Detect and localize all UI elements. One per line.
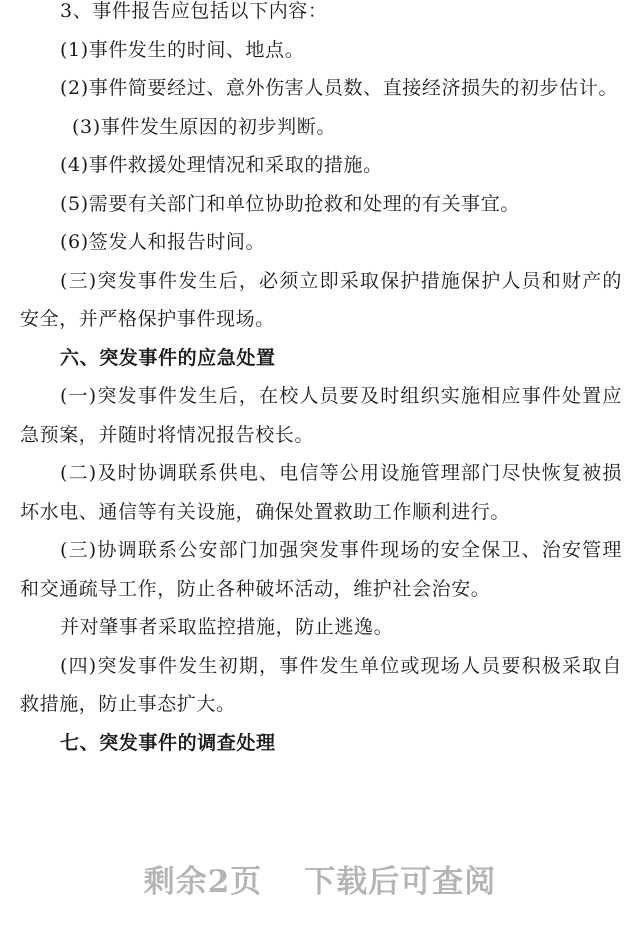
paragraph-item-3: (3)事件发生原因的初步判断。 [72, 115, 336, 138]
paragraph-emergency-2: (二)及时协调联系供电、电信等公用设施管理部门尽快恢复被损坏水电、通信等有关设施，确保处置救助工作顺利进行。 [20, 462, 622, 523]
paragraph-section-3: (三)突发事件发生后，必须立即采取保护措施保护人员和财产的安全，并严格保护事件现场。 [20, 269, 622, 330]
heading-section-7: 七、突发事件的调查处理 [60, 731, 276, 754]
paragraph-emergency-4: (四)突发事件发生初期，事件发生单位或现场人员要积极采取自救措施，防止事态扩大。 [20, 654, 622, 715]
paragraph-report-contents: 3、事件报告应包括以下内容： [60, 0, 328, 22]
paragraph-monitor: 并对肇事者采取监控措施，防止逃逸。 [60, 616, 394, 638]
heading-section-6: 六、突发事件的应急处置 [60, 346, 276, 369]
paragraph-item-5: (5)需要有关部门和单位协助抢救和处理的有关事宜。 [60, 192, 520, 215]
paragraph-emergency-3: (三)协调联系公安部门加强突发事件现场的安全保卫、治安管理和交通疏导工作，防止各种破坏活动，维护社会治安。 [20, 539, 622, 600]
paragraph-emergency-1: (一)突发事件发生后，在校人员要及时组织实施相应事件处置应急预案，并随时将情况报告校长。 [20, 385, 622, 446]
paragraph-item-4: (4)事件救援处理情况和采取的措施。 [60, 154, 383, 176]
paragraph-item-2: (2)事件简要经过、意外伤害人员数、直接经济损失的初步估计。 [60, 77, 618, 99]
download-prompt-text: 下载后可查阅 [304, 863, 497, 900]
remaining-pages-text: 剩余2页 [143, 863, 263, 900]
paragraph-item-1: (1)事件发生的时间、地点。 [60, 38, 305, 61]
download-banner[interactable] [0, 852, 640, 904]
document-body [20, 0, 622, 762]
paragraph-item-6: (6)签发人和报告时间。 [60, 231, 266, 253]
